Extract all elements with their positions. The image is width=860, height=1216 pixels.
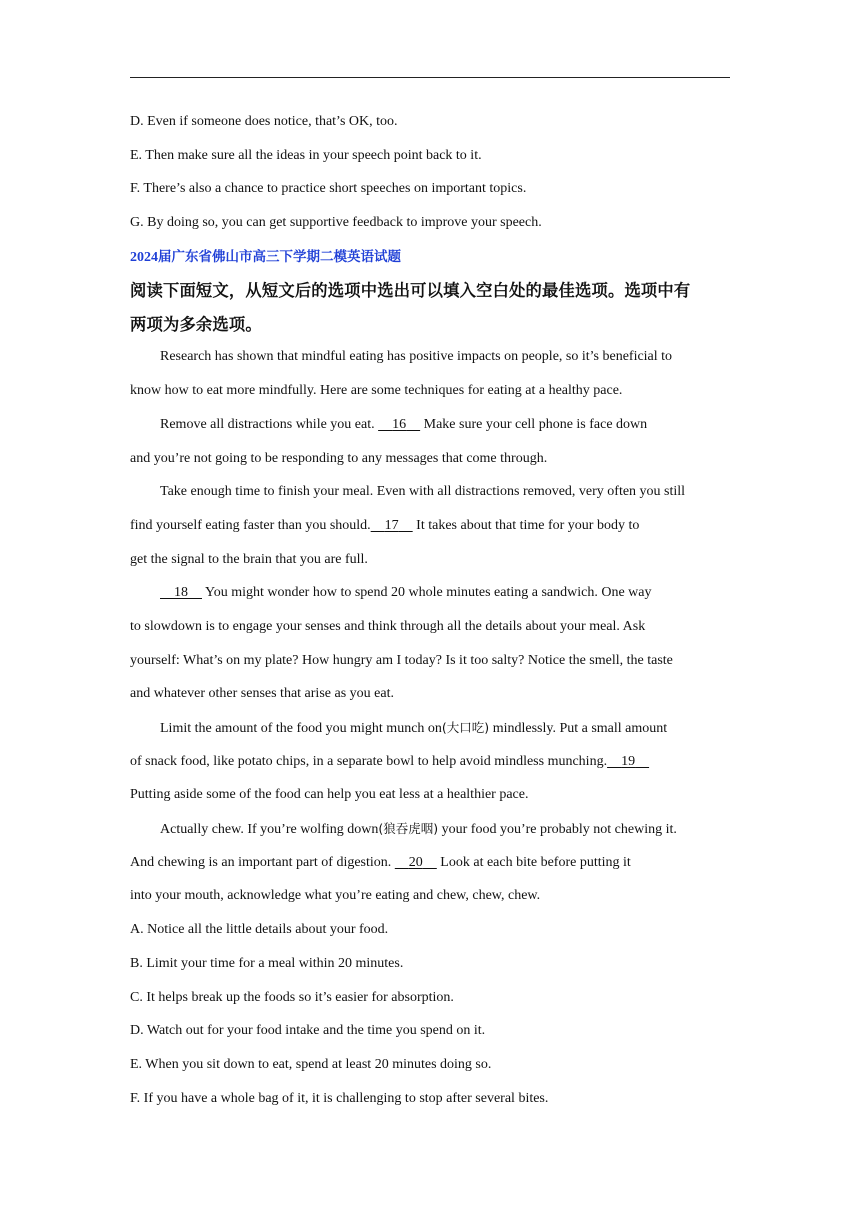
blank-19 <box>607 754 649 769</box>
p6-text-after: your food you’re probably not chewing it. <box>438 822 677 838</box>
instructions-line-2: 两项为多余选项。 <box>130 314 262 334</box>
p5-text-before: Limit the amount of the food you might munch on <box>160 721 442 736</box>
passage-p3-line-3: get the signal to the brain that you are full. <box>130 551 368 567</box>
p3-text-after: It takes about that time for your body to <box>412 517 640 533</box>
blank-18-number: 18 <box>174 585 188 601</box>
blank-17 <box>371 518 413 533</box>
option-d: D. Watch out for your food intake and the time you spend on it. <box>130 1023 486 1039</box>
p5-text-after: mindlessly. Put a small amount <box>489 721 668 736</box>
passage-p4-line-1 <box>130 580 740 614</box>
passage-p1-line-1: Research has shown that mindful eating has positive impacts on people, so it’s beneficial to <box>160 349 673 365</box>
passage-p6-line-1 <box>130 816 740 850</box>
document-body <box>130 109 740 1119</box>
blank-20-number: 20 <box>408 854 423 870</box>
passage-p6-line-2 <box>130 850 740 884</box>
passage-p1-line-2: know how to eat more mindfully. Here are some techniques for eating at a healthy pace. <box>130 383 623 399</box>
option-b: B. Limit your time for a meal within 20 minutes. <box>130 955 404 971</box>
passage-p5-line-2 <box>130 749 740 783</box>
passage-p4-line-2: to slowdown is to engage your senses and think through all the details about your meal. Ask <box>130 618 646 634</box>
blank-18 <box>160 585 202 600</box>
option-c: C. It helps break up the foods so it’s easier for absorption. <box>130 989 454 1005</box>
blank-16-number: 16 <box>392 416 407 432</box>
blank-16 <box>378 417 420 432</box>
exam-source-title <box>130 244 740 278</box>
p4-text-after: You might wonder how to spend 20 whole minutes eating a sandwich. One way <box>202 585 652 601</box>
p6-line2-before: And chewing is an important part of digestion. <box>130 854 395 870</box>
passage-p3-line-2 <box>130 513 740 547</box>
passage-p5-line-1 <box>130 715 740 749</box>
passage-p6-line-3: into your mouth, acknowledge what you’re eating and chew, chew, chew. <box>130 888 541 904</box>
option-a: A. Notice all the little details about your food. <box>130 922 389 938</box>
p2-text-before: Remove all distractions while you eat. <box>160 416 379 432</box>
blank-17-number: 17 <box>384 517 399 533</box>
passage-p2-line-1 <box>130 412 740 446</box>
passage-p4-line-4: and whatever other senses that arise as you eat. <box>130 686 394 702</box>
p2-text-after: Make sure your cell phone is face down <box>420 416 648 432</box>
p6-gloss: (狼吞虎咽) <box>378 821 439 837</box>
passage-p5-line-3: Putting aside some of the food can help you eat less at a healthier pace. <box>130 787 529 803</box>
blank-19-number: 19 <box>621 753 636 769</box>
passage-p3-line-1: Take enough time to finish your meal. Even with all distractions removed, very often you still <box>160 484 686 500</box>
p5-line2-text: of snack food, like potato chips, in a separate bowl to help avoid mindless munching. <box>130 753 608 769</box>
prev-option-d: D. Even if someone does notice, that’s OK, too. <box>130 114 398 129</box>
passage-p4-line-3: yourself: What’s on my plate? How hungry am I today? Is it too salty? Notice the smell, the taste <box>130 652 673 668</box>
option-f: F. If you have a whole bag of it, it is challenging to stop after several bites. <box>130 1090 549 1106</box>
p5-gloss: (大口吃) <box>441 720 490 735</box>
prev-option-g: G. By doing so, you can get supportive feedback to improve your speech. <box>130 215 542 231</box>
header-rule <box>130 77 730 78</box>
p6-line2-after: Look at each bite before putting it <box>436 854 631 870</box>
instructions-line-1: 阅读下面短文，从短文后的选项中选出可以填入空白处的最佳选项。选项中有 <box>130 281 691 301</box>
p3-text-before: find yourself eating faster than you should. <box>130 517 371 533</box>
blank-20 <box>395 855 437 870</box>
prev-option-e: E. Then make sure all the ideas in your speech point back to it. <box>130 147 482 163</box>
passage-p2-line-2: and you’re not going to be responding to any messages that come through. <box>130 450 548 466</box>
source-title-text: 届广东省佛山市高三下学期二模英语试题 <box>158 248 401 265</box>
p6-text-before: Actually chew. If you’re wolfing down <box>160 822 379 838</box>
source-year: 2024 <box>130 249 158 265</box>
prev-option-f: F. There’s also a chance to practice short speeches on important topics. <box>130 181 527 197</box>
option-e: E. When you sit down to eat, spend at least 20 minutes doing so. <box>130 1056 492 1072</box>
